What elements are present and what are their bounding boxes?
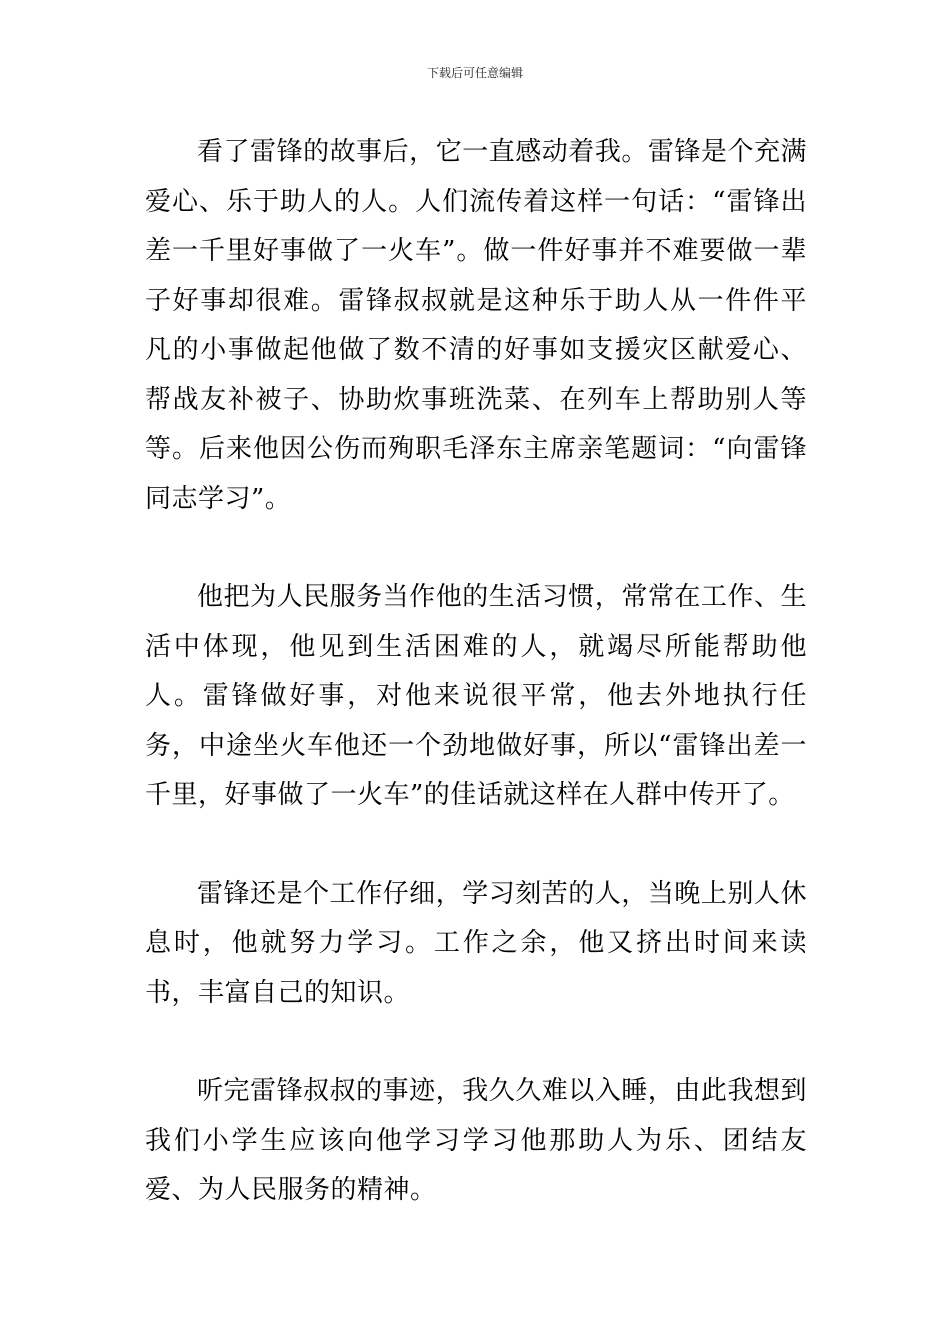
paragraph-1: 看了雷锋的故事后，它一直感动着我。雷锋是个充满爱心、乐于助人的人。人们流传着这样一句话：“雷锋出差一千里好事做了一火车”。做一件好事并不难要做一辈子好事却很难。雷锋叔叔就是这种乐于助人从一件件平凡的小事做起他做了数不清的好事如支援灾区献爱心、帮战友补被子、协助炊事班洗菜、在列车上帮助别人等等。后来他因公伤而殉职毛泽东主席亲笔题词：“向雷锋同志学习”。: [145, 137, 807, 514]
document-body: [145, 128, 807, 1216]
paragraph-2: 他把为人民服务当作他的生活习惯，常常在工作、生活中体现，他见到生活困难的人，就竭尽所能帮助他人。雷锋做好事，对他来说很平常，他去外地执行任务，中途坐火车他还一个劲地做好事，所以“雷锋出差一千里，好事做了一火车”的佳话就这样在人群中传开了。: [145, 582, 807, 810]
paragraph-3: 雷锋还是个工作仔细，学习刻苦的人，当晚上别人休息时，他就努力学习。工作之余，他又挤出时间来读书，丰富自己的知识。: [145, 878, 807, 1008]
paragraph-4: 听完雷锋叔叔的事迹，我久久难以入睡，由此我想到我们小学生应该向他学习学习他那助人为乐、团结友爱、为人民服务的精神。: [145, 1076, 807, 1205]
header-note: 下载后可任意编辑: [426, 66, 523, 80]
